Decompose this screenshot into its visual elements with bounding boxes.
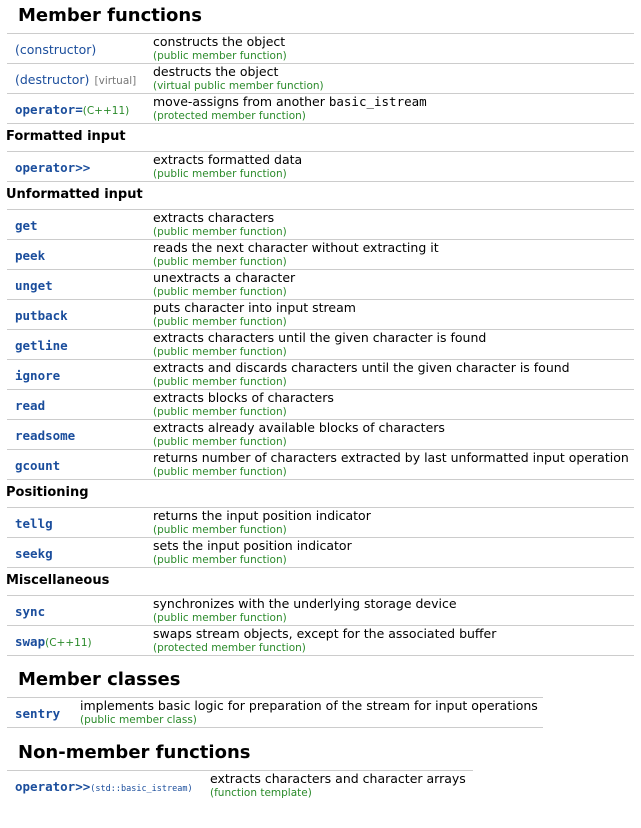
row-kind: (public member class)	[80, 714, 197, 726]
row-description: extracts characters	[153, 210, 275, 225]
row-kind: (public member function)	[153, 406, 287, 418]
row-kind: (public member function)	[153, 466, 287, 478]
readsome-link[interactable]: readsome	[15, 428, 76, 443]
row-description: extracts already available blocks of characters	[153, 420, 445, 435]
row-description: implements basic logic for preparation of the stream for input operations	[80, 698, 538, 713]
sentry-link[interactable]: sentry	[15, 706, 61, 721]
table-row	[7, 698, 543, 728]
row-kind: (public member function)	[153, 376, 287, 388]
read-link[interactable]: read	[15, 398, 46, 413]
row-kind: (public member function)	[153, 346, 287, 358]
row-kind: (virtual public member function)	[153, 80, 324, 92]
row-kind: (public member function)	[153, 436, 287, 448]
table-row	[7, 94, 634, 124]
section-title-positioning: Positioning	[6, 485, 89, 500]
section-title-non-member-functions: Non-member functions	[18, 742, 251, 763]
table-row	[7, 538, 634, 568]
member-functions-table	[7, 33, 634, 124]
row-description: returns the input position indicator	[153, 508, 371, 523]
row-description: constructs the object	[153, 34, 286, 49]
peek-link[interactable]: peek	[15, 248, 46, 263]
get-link[interactable]: get	[15, 218, 38, 233]
non-member-functions-table	[7, 770, 473, 801]
table-row	[7, 34, 634, 64]
table-row	[7, 240, 634, 270]
table-row	[7, 210, 634, 240]
row-description: swaps stream objects, except for the associated buffer	[153, 626, 497, 641]
positioning-table	[7, 507, 634, 568]
gcount-link[interactable]: gcount	[15, 458, 61, 473]
section-title-member-classes: Member classes	[18, 669, 181, 690]
putback-link[interactable]: putback	[15, 308, 68, 323]
row-description: extracts formatted data	[153, 152, 303, 167]
miscellaneous-table	[7, 595, 634, 656]
row-description: reads the next character without extracting it	[153, 240, 439, 255]
operator-assign-link[interactable]: operator=	[15, 102, 83, 117]
row-description: extracts characters and character arrays	[210, 771, 466, 786]
table-row	[7, 390, 634, 420]
row-kind: (public member function)	[153, 256, 287, 268]
member-classes-table	[7, 697, 543, 728]
row-description: unextracts a character	[153, 270, 296, 285]
constructor-link[interactable]: (constructor)	[15, 42, 97, 57]
section-title-unformatted-input: Unformatted input	[6, 187, 143, 202]
swap-link[interactable]: swap	[15, 634, 46, 649]
row-kind: (function template)	[210, 787, 312, 799]
nm-operator-extract-link[interactable]: operator>>	[15, 779, 91, 795]
row-kind: (public member function)	[153, 554, 287, 566]
unget-link[interactable]: unget	[15, 278, 53, 293]
table-row	[7, 420, 634, 450]
getline-link[interactable]: getline	[15, 338, 68, 353]
destructor-link[interactable]: (destructor)	[15, 72, 90, 87]
row-description: extracts and discards characters until the given character is found	[153, 360, 570, 375]
table-row	[7, 64, 634, 94]
row-description: destructs the object	[153, 64, 279, 79]
basic-istream-suffix: (std::basic_istream)	[90, 784, 193, 795]
table-row	[7, 330, 634, 360]
operator-extract-link[interactable]: operator>>	[15, 160, 91, 175]
tellg-link[interactable]: tellg	[15, 516, 53, 531]
row-kind: (public member function)	[153, 524, 287, 536]
row-kind: (protected member function)	[153, 110, 306, 122]
row-kind: (public member function)	[153, 612, 287, 624]
row-description: returns number of characters extracted by last unformatted input operation	[153, 450, 629, 465]
row-description: extracts blocks of characters	[153, 390, 334, 405]
table-row	[7, 771, 473, 801]
row-description: puts character into input stream	[153, 300, 356, 315]
row-description	[153, 94, 634, 109]
table-row	[7, 300, 634, 330]
cpp11-mark: (C++11)	[82, 105, 130, 117]
table-row	[7, 450, 634, 480]
row-description: extracts characters until the given character is found	[153, 330, 487, 345]
table-row	[7, 360, 634, 390]
table-row	[7, 626, 634, 656]
table-row	[7, 270, 634, 300]
section-title-member-functions: Member functions	[18, 5, 202, 26]
table-row	[7, 152, 634, 182]
ignore-link[interactable]: ignore	[15, 368, 61, 383]
section-title-miscellaneous: Miscellaneous	[6, 573, 110, 588]
row-description-text: move-assigns from another	[153, 94, 329, 109]
table-row	[7, 596, 634, 626]
row-description: synchronizes with the underlying storage device	[153, 596, 457, 611]
row-kind: (public member function)	[153, 286, 287, 298]
row-kind: (public member function)	[153, 316, 287, 328]
row-kind: (protected member function)	[153, 642, 306, 654]
seekg-link[interactable]: seekg	[15, 546, 53, 561]
row-kind: (public member function)	[153, 168, 287, 180]
table-row	[7, 508, 634, 538]
cpp11-mark: (C++11)	[45, 637, 92, 649]
basic-istream-code: basic_istream	[328, 94, 427, 109]
virtual-mark: [virtual]	[94, 75, 137, 87]
section-title-formatted-input: Formatted input	[6, 129, 126, 144]
row-kind: (public member function)	[153, 50, 287, 62]
row-description: sets the input position indicator	[153, 538, 352, 553]
unformatted-input-table	[7, 209, 634, 480]
formatted-input-table	[7, 151, 634, 182]
row-kind: (public member function)	[153, 226, 287, 238]
sync-link[interactable]: sync	[15, 604, 46, 619]
